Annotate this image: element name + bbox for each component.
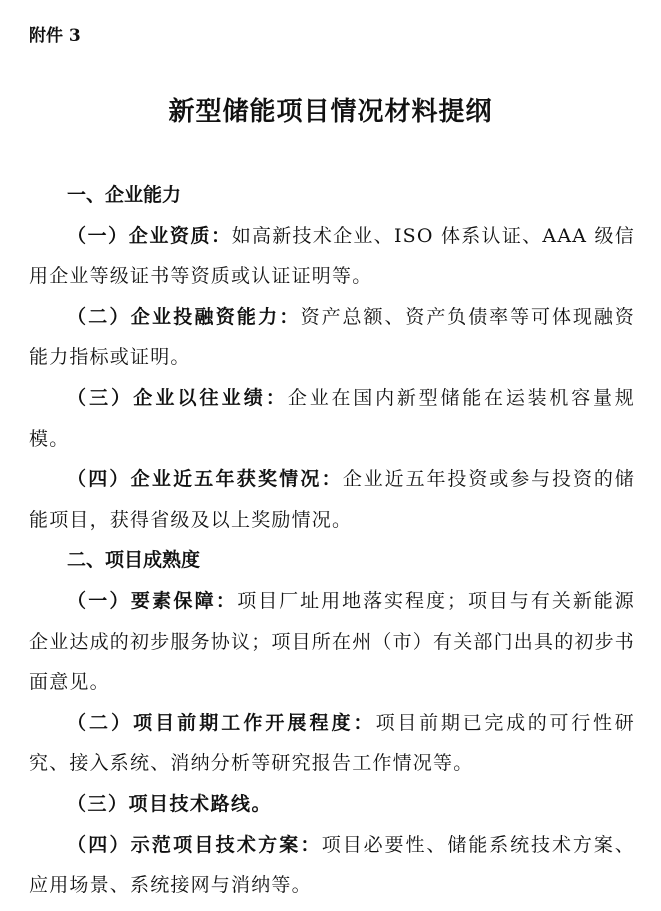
item-text: 企业近五年投资或参与投资的储能项目，获得省级及以上奖励情况。: [29, 468, 635, 531]
item-lead: （三）企业以往业绩：: [67, 386, 288, 409]
section-heading-project-maturity: 二、项目成熟度: [67, 549, 201, 572]
item-demo-technical-plan: [29, 825, 635, 906]
item-lead: （三）项目技术路线。: [67, 792, 273, 815]
item-text: 企业在国内新型储能在运装机容量规模。: [29, 386, 635, 450]
item-factor-guarantee: [29, 581, 635, 703]
item-lead: （四）示范项目技术方案：: [67, 833, 322, 856]
item-text: 项目厂址用地落实程度；项目与有关新能源企业达成的初步服务协议；项目所在州（市）有关部门出具的初步书面意见。: [29, 589, 636, 694]
item-text: 项目必要性、储能系统技术方案、应用场景、系统接网与消纳等。: [29, 833, 635, 897]
item-lead: （一）要素保障：: [67, 589, 238, 612]
item-enterprise-qualification: [29, 216, 635, 297]
item-lead: （四）企业近五年获奖情况：: [67, 468, 343, 491]
item-lead: （二）企业投融资能力：: [67, 305, 301, 328]
item-preliminary-work: [29, 703, 635, 784]
document-title: 新型储能项目情况材料提纲: [168, 97, 493, 127]
document-body: [29, 175, 635, 906]
item-investment-financing: [29, 297, 635, 378]
item-lead: （一）企业资质：: [67, 224, 232, 247]
section-heading-enterprise-capability: 一、企业能力: [67, 184, 182, 206]
item-text: 资产总额、资产负债率等可体现融资能力指标或证明。: [29, 305, 635, 369]
item-technical-route: [29, 784, 635, 825]
item-past-performance: [29, 378, 635, 459]
attachment-label: 附件 3: [29, 26, 81, 46]
item-awards: [29, 459, 635, 540]
item-text: 项目前期已完成的可行性研究、接入系统、消纳分析等研究报告工作情况等。: [29, 711, 635, 775]
item-lead: （二）项目前期工作开展程度：: [67, 711, 376, 734]
item-text: 如高新技术企业、ISO 体系认证、AAA 级信用企业等级证书等资质或认证证明等。: [29, 224, 635, 288]
